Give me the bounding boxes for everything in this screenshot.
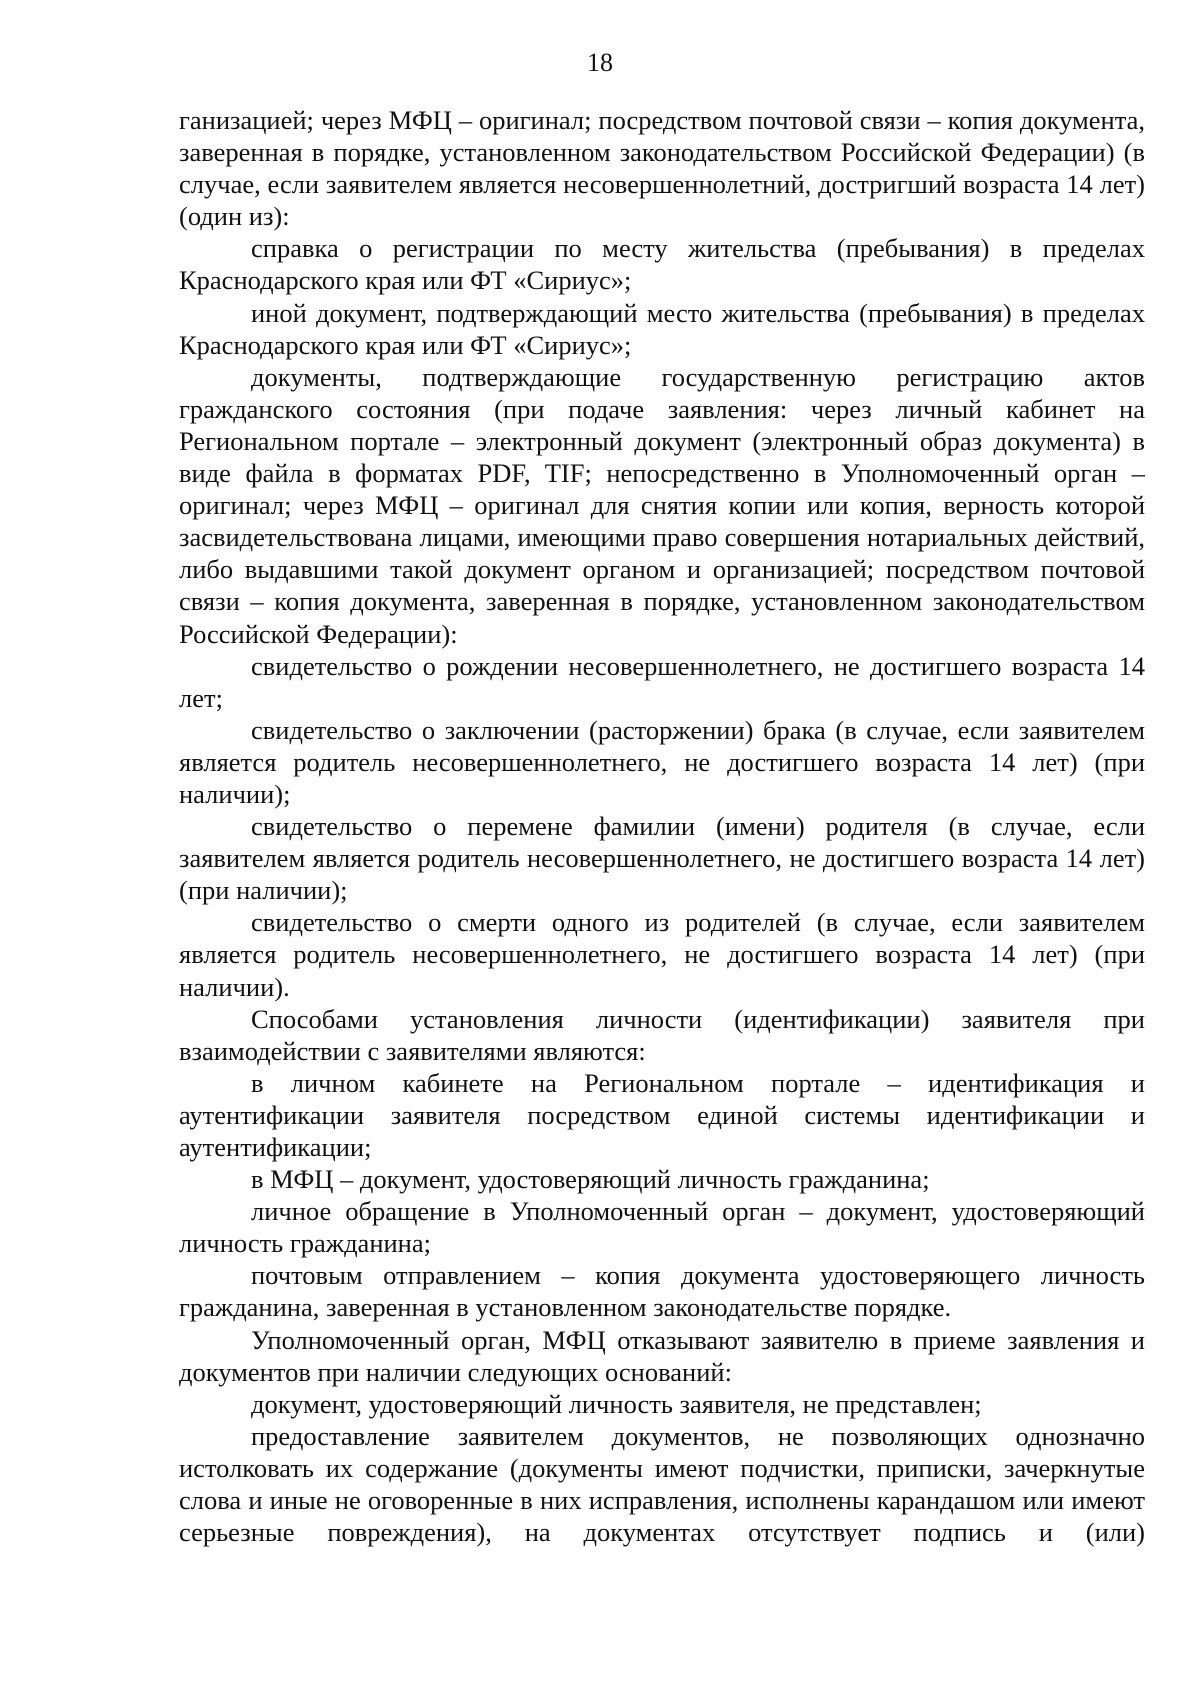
document-body <box>179 104 1145 1548</box>
paragraph-marriage-certificate: свидетельство о заключении (расторжении) брака (в случае, если заявителем является родитель несовершеннолетнего, не достигшего возраста 14 лет) (при наличии); <box>179 714 1145 809</box>
paragraph-name-change-certificate: свидетельство о перемене фамилии (имени) родителя (в случае, если заявителем является родитель несовершеннолетнего, не достигшего возраста 14 лет) (при наличии); <box>179 811 1145 906</box>
paragraph-birth-certificate: свидетельство о рождении несовершеннолетнего, не достигшего возраста 14 лет; <box>179 650 1145 713</box>
paragraph-regional-portal-identification: в личном кабинете на Региональном портале – идентификация и аутентификации заявителя посредством единой системы идентификации и аутентификации; <box>179 1067 1145 1162</box>
paragraph-postal-identification: почтовым отправлением – копия документа удостоверяющего личность гражданина, заверенная в установленном законодательстве порядке. <box>179 1260 1145 1323</box>
paragraph-identification-methods: Способами установления личности (идентификации) заявителя при взаимодействии с заявителями являются: <box>179 1003 1145 1066</box>
paragraph-refusal-no-id: документ, удостоверяющий личность заявителя, не представлен; <box>251 1388 982 1419</box>
paragraph-refusal-grounds: Уполномоченный орган, МФЦ отказывают заявителю в приеме заявления и документов при наличии следующих оснований: <box>179 1324 1145 1387</box>
paragraph-refusal-unclear-documents: предоставление заявителем документов, не позволяющих однозначно истолковать их содержание (документы имеют подчистки, приписки, зачеркнутые слова и иные не оговоренные в них исправления, исполнены карандашом или имеют серьезные повреждения), на документах отсутствует подпись и (или) <box>179 1420 1145 1548</box>
paragraph-mfc-identification: в МФЦ – документ, удостоверяющий личность гражданина; <box>251 1164 930 1195</box>
paragraph-residence-other-document: иной документ, подтверждающий место жительства (пребывания) в пределах Краснодарского края или ФТ «Сириус»; <box>179 297 1145 360</box>
paragraph-continuation: ганизацией; через МФЦ – оригинал; посредством почтовой связи – копия документа, заверенная в порядке, установленном законодательством Российской Федерации) (в случае, если заявителем является несовершеннолетний, достригший возраста 14 лет) (один из): <box>179 105 1145 232</box>
paragraph-death-certificate: свидетельство о смерти одного из родителей (в случае, если заявителем является родитель несовершеннолетнего, не достигшего возраста 14 лет) (при наличии). <box>179 907 1145 1002</box>
page-number: 18 <box>587 48 613 77</box>
paragraph-personal-visit-identification: личное обращение в Уполномоченный орган – документ, удостоверяющий личность гражданина; <box>179 1196 1145 1259</box>
paragraph-civil-status-documents: документы, подтверждающие государственную регистрацию актов гражданского состояния (при подаче заявления: через личный кабинет на Региональном портале – электронный документ (электронный образ документа) в виде файла в форматах PDF, TIF; непосредственно в Уполномоченный орган – оригинал; через МФЦ – оригинал для снятия копии или копия, верность которой засвидетельствована лицами, имеющими право совершения нотариальных действий, либо выдавшими такой документ органом и организацией; посредством почтовой связи – копия документа, заверенная в порядке, установленном законодательством Российской Федерации): <box>179 361 1145 649</box>
paragraph-residence-certificate: справка о регистрации по месту жительства (пребывания) в пределах Краснодарского края или ФТ «Сириус»; <box>179 233 1145 296</box>
